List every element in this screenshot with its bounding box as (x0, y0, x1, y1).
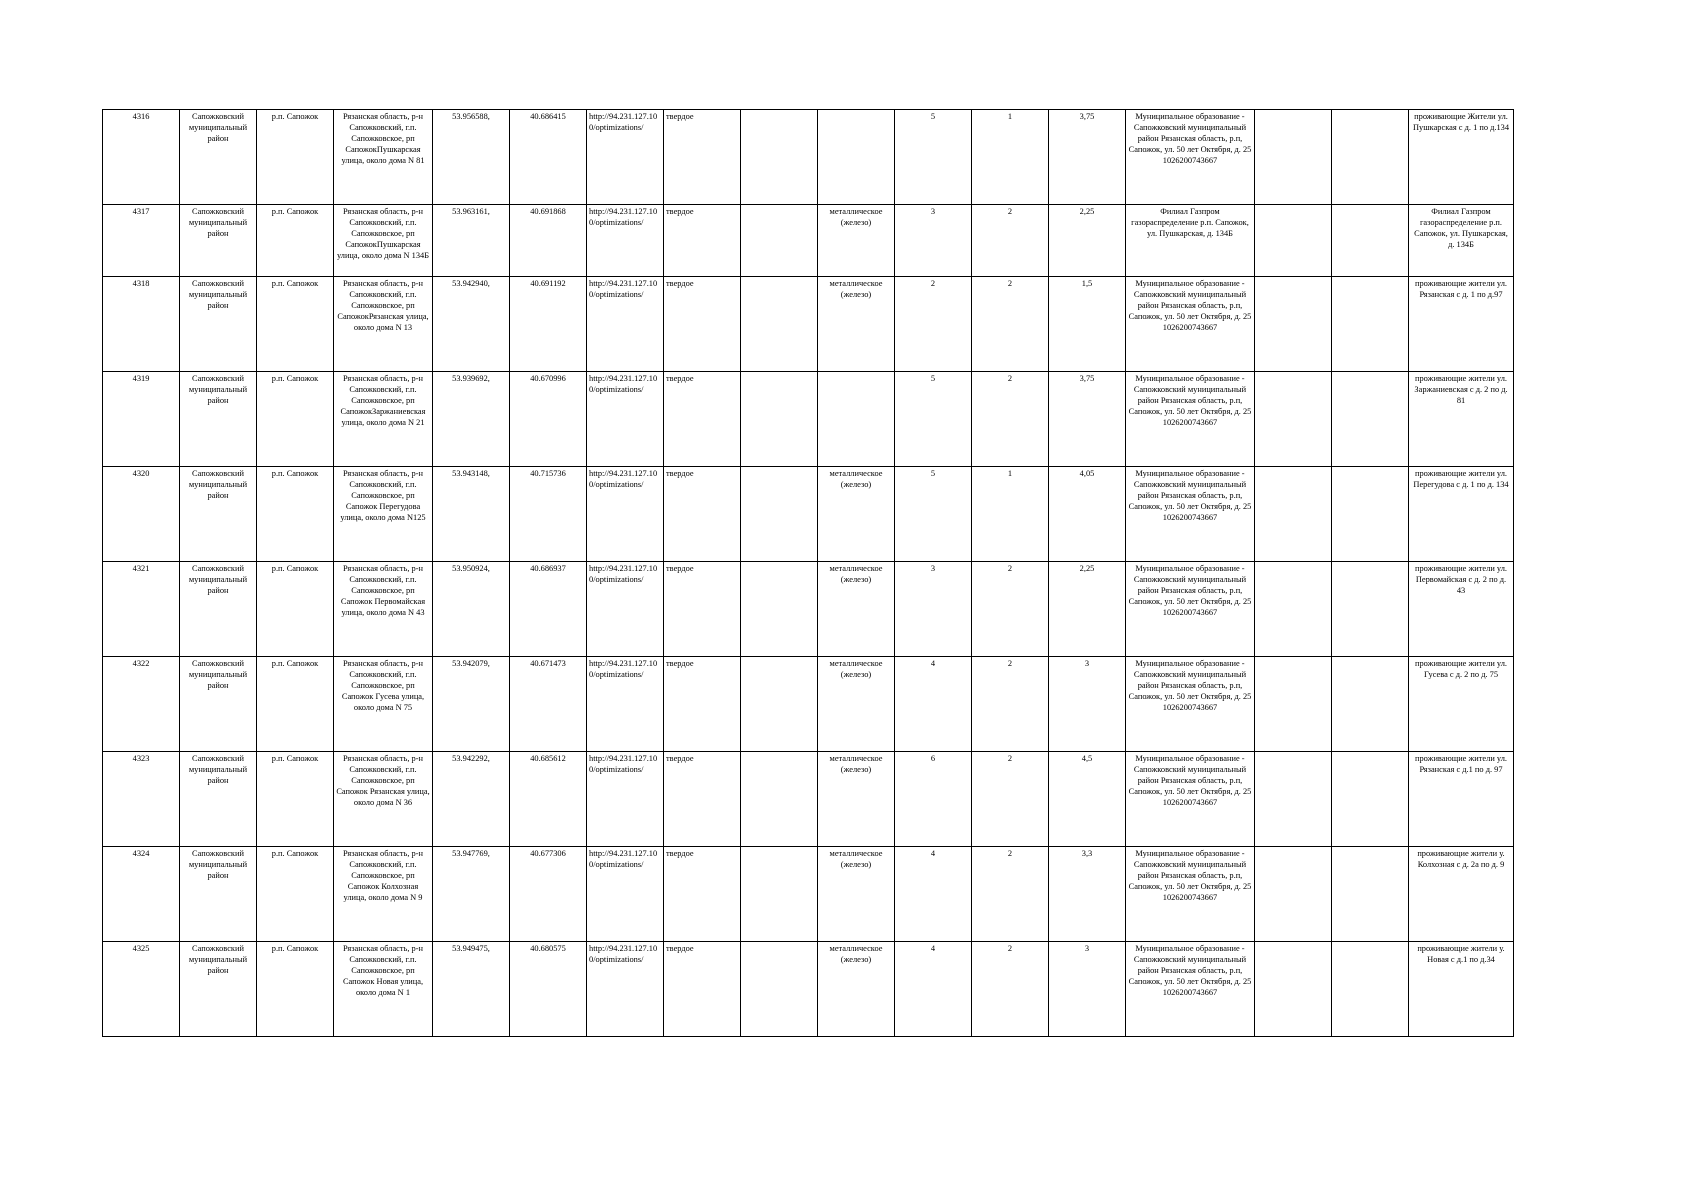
empty-cell (1332, 372, 1409, 467)
empty-cell (1255, 110, 1332, 205)
longitude-cell: 40.671473 (510, 657, 587, 752)
address-cell: Рязанская область, р-н Сапожковский, г.п. Сапожковское, рп СапожокПушкарская улица, около дома N 134Б (334, 205, 433, 277)
district-cell: Сапожковский муниципальный район (180, 847, 257, 942)
locality-cell: р.п. Сапожок (257, 467, 334, 562)
empty-cell (1255, 942, 1332, 1037)
served-residents-cell: Филиал Газпром газораспределение р.п. Сапожок, ул. Пушкарская, д. 134Б (1409, 205, 1514, 277)
table-row (103, 277, 1514, 372)
longitude-cell: 40.680575 (510, 942, 587, 1037)
surface-type-cell: твердое (664, 372, 741, 467)
empty-cell (1332, 752, 1409, 847)
empty-cell (741, 847, 818, 942)
total-volume-cell: 1,5 (1049, 277, 1126, 372)
container-volume-cell: 2 (972, 847, 1049, 942)
container-material-cell: металлическое (железо) (818, 467, 895, 562)
container-volume-cell: 2 (972, 277, 1049, 372)
container-volume-cell: 2 (972, 562, 1049, 657)
address-cell: Рязанская область, р-н Сапожковский, г.п. Сапожковское, рп Сапожок Колхозная улица, около дома N 9 (334, 847, 433, 942)
empty-cell (741, 942, 818, 1037)
container-material-cell: металлическое (железо) (818, 657, 895, 752)
record-number-cell: 4323 (103, 752, 180, 847)
address-cell: Рязанская область, р-н Сапожковский, г.п. Сапожковское, рп Сапожок Гусева улица, около дома N 75 (334, 657, 433, 752)
table-row (103, 657, 1514, 752)
longitude-cell: 40.686937 (510, 562, 587, 657)
owner-cell: Муниципальное образование - Сапожковский муниципальный район Рязанская область, р.п, Сапожок, ул. 50 лет Октября, д. 25 1026200743667 (1126, 467, 1255, 562)
served-residents-cell: проживающие Жители ул. Пушкарская с д. 1 по д.134 (1409, 110, 1514, 205)
locality-cell: р.п. Сапожок (257, 110, 334, 205)
record-number-cell: 4317 (103, 205, 180, 277)
empty-cell (1255, 467, 1332, 562)
empty-cell (1255, 657, 1332, 752)
record-number-cell: 4322 (103, 657, 180, 752)
district-cell: Сапожковский муниципальный район (180, 657, 257, 752)
container-volume-cell: 1 (972, 110, 1049, 205)
empty-cell (1255, 205, 1332, 277)
container-material-cell: металлическое (железо) (818, 277, 895, 372)
container-material-cell: металлическое (железо) (818, 752, 895, 847)
latitude-cell: 53.956588, (433, 110, 510, 205)
total-volume-cell: 3,75 (1049, 110, 1126, 205)
district-cell: Сапожковский муниципальный район (180, 110, 257, 205)
empty-cell (741, 657, 818, 752)
map-url-cell: http://94.231.127.10 0/optimizations/ (587, 657, 664, 752)
empty-cell (741, 110, 818, 205)
owner-cell: Муниципальное образование - Сапожковский муниципальный район Рязанская область, р.п, Сапожок, ул. 50 лет Октября, д. 25 1026200743667 (1126, 562, 1255, 657)
container-count-cell: 3 (895, 205, 972, 277)
owner-cell: Филиал Газпром газораспределение р.п. Сапожок, ул. Пушкарская, д. 134Б (1126, 205, 1255, 277)
table-row (103, 372, 1514, 467)
district-cell: Сапожковский муниципальный район (180, 942, 257, 1037)
total-volume-cell: 3,75 (1049, 372, 1126, 467)
map-url-cell: http://94.231.127.10 0/optimizations/ (587, 372, 664, 467)
map-url-cell: http://94.231.127.10 0/optimizations/ (587, 942, 664, 1037)
map-url-cell: http://94.231.127.10 0/optimizations/ (587, 752, 664, 847)
container-count-cell: 5 (895, 467, 972, 562)
container-material-cell: металлическое (железо) (818, 562, 895, 657)
table-row (103, 467, 1514, 562)
container-count-cell: 3 (895, 562, 972, 657)
container-count-cell: 4 (895, 847, 972, 942)
empty-cell (1255, 752, 1332, 847)
record-number-cell: 4321 (103, 562, 180, 657)
owner-cell: Муниципальное образование - Сапожковский муниципальный район Рязанская область, р.п, Сапожок, ул. 50 лет Октября, д. 25 1026200743667 (1126, 277, 1255, 372)
surface-type-cell: твердое (664, 205, 741, 277)
container-count-cell: 5 (895, 372, 972, 467)
longitude-cell: 40.670996 (510, 372, 587, 467)
owner-cell: Муниципальное образование - Сапожковский муниципальный район Рязанская область, р.п, Сапожок, ул. 50 лет Октября, д. 25 1026200743667 (1126, 657, 1255, 752)
district-cell: Сапожковский муниципальный район (180, 372, 257, 467)
longitude-cell: 40.691868 (510, 205, 587, 277)
map-url-cell: http://94.231.127.10 0/optimizations/ (587, 205, 664, 277)
container-material-cell: металлическое (железо) (818, 205, 895, 277)
container-count-cell: 6 (895, 752, 972, 847)
surface-type-cell: твердое (664, 942, 741, 1037)
table-row (103, 562, 1514, 657)
container-sites-table (102, 109, 1514, 1037)
served-residents-cell: проживающие жители ул. Рязанская с д.1 по д. 97 (1409, 752, 1514, 847)
served-residents-cell: проживающие жители у. Новая с д.1 по д.34 (1409, 942, 1514, 1037)
empty-cell (1332, 277, 1409, 372)
served-residents-cell: проживающие жители у. Колхозная с д. 2а по д. 9 (1409, 847, 1514, 942)
latitude-cell: 53.963161, (433, 205, 510, 277)
container-volume-cell: 2 (972, 205, 1049, 277)
latitude-cell: 53.949475, (433, 942, 510, 1037)
surface-type-cell: твердое (664, 562, 741, 657)
container-volume-cell: 2 (972, 752, 1049, 847)
map-url-cell: http://94.231.127.10 0/optimizations/ (587, 467, 664, 562)
served-residents-cell: проживающие жители ул. Рязанская с д. 1 по д.97 (1409, 277, 1514, 372)
address-cell: Рязанская область, р-н Сапожковский, г.п. Сапожковское, рп Сапожок Перегудова улица, около дома N125 (334, 467, 433, 562)
container-volume-cell: 2 (972, 942, 1049, 1037)
map-url-cell: http://94.231.127.10 0/optimizations/ (587, 110, 664, 205)
total-volume-cell: 4,5 (1049, 752, 1126, 847)
empty-cell (1332, 205, 1409, 277)
record-number-cell: 4324 (103, 847, 180, 942)
latitude-cell: 53.942079, (433, 657, 510, 752)
total-volume-cell: 3 (1049, 942, 1126, 1037)
locality-cell: р.п. Сапожок (257, 942, 334, 1037)
owner-cell: Муниципальное образование - Сапожковский муниципальный район Рязанская область, р.п, Сапожок, ул. 50 лет Октября, д. 25 1026200743667 (1126, 110, 1255, 205)
locality-cell: р.п. Сапожок (257, 205, 334, 277)
record-number-cell: 4320 (103, 467, 180, 562)
surface-type-cell: твердое (664, 847, 741, 942)
address-cell: Рязанская область, р-н Сапожковский, г.п. Сапожковское, рп СапожокПушкарская улица, около дома N 81 (334, 110, 433, 205)
total-volume-cell: 2,25 (1049, 205, 1126, 277)
record-number-cell: 4316 (103, 110, 180, 205)
district-cell: Сапожковский муниципальный район (180, 467, 257, 562)
longitude-cell: 40.715736 (510, 467, 587, 562)
latitude-cell: 53.950924, (433, 562, 510, 657)
address-cell: Рязанская область, р-н Сапожковский, г.п. Сапожковское, рп Сапожок Первомайская улица, около дома N 43 (334, 562, 433, 657)
table-row (103, 942, 1514, 1037)
surface-type-cell: твердое (664, 277, 741, 372)
container-count-cell: 5 (895, 110, 972, 205)
empty-cell (741, 372, 818, 467)
empty-cell (741, 277, 818, 372)
empty-cell (741, 467, 818, 562)
address-cell: Рязанская область, р-н Сапожковский, г.п. Сапожковское, рп Сапожок Рязанская улица, около дома N 36 (334, 752, 433, 847)
latitude-cell: 53.943148, (433, 467, 510, 562)
locality-cell: р.п. Сапожок (257, 752, 334, 847)
container-material-cell: металлическое (железо) (818, 847, 895, 942)
latitude-cell: 53.942292, (433, 752, 510, 847)
owner-cell: Муниципальное образование - Сапожковский муниципальный район Рязанская область, р.п, Сапожок, ул. 50 лет Октября, д. 25 1026200743667 (1126, 752, 1255, 847)
table-body (103, 110, 1514, 1037)
locality-cell: р.п. Сапожок (257, 277, 334, 372)
longitude-cell: 40.691192 (510, 277, 587, 372)
total-volume-cell: 3,3 (1049, 847, 1126, 942)
owner-cell: Муниципальное образование - Сапожковский муниципальный район Рязанская область, р.п, Сапожок, ул. 50 лет Октября, д. 25 1026200743667 (1126, 372, 1255, 467)
container-count-cell: 4 (895, 942, 972, 1037)
longitude-cell: 40.677306 (510, 847, 587, 942)
surface-type-cell: твердое (664, 110, 741, 205)
longitude-cell: 40.686415 (510, 110, 587, 205)
owner-cell: Муниципальное образование - Сапожковский муниципальный район Рязанская область, р.п, Сапожок, ул. 50 лет Октября, д. 25 1026200743667 (1126, 847, 1255, 942)
container-count-cell: 2 (895, 277, 972, 372)
locality-cell: р.п. Сапожок (257, 847, 334, 942)
served-residents-cell: проживающие жители ул. Гусева с д. 2 по д. 75 (1409, 657, 1514, 752)
latitude-cell: 53.942940, (433, 277, 510, 372)
served-residents-cell: проживающие жители ул. Первомайская с д. 2 по д. 43 (1409, 562, 1514, 657)
latitude-cell: 53.939692, (433, 372, 510, 467)
surface-type-cell: твердое (664, 467, 741, 562)
district-cell: Сапожковский муниципальный район (180, 562, 257, 657)
record-number-cell: 4325 (103, 942, 180, 1037)
latitude-cell: 53.947769, (433, 847, 510, 942)
empty-cell (1255, 277, 1332, 372)
map-url-cell: http://94.231.127.10 0/optimizations/ (587, 562, 664, 657)
empty-cell (741, 205, 818, 277)
container-material-cell (818, 372, 895, 467)
served-residents-cell: проживающие жители ул. Заржаниевская с д. 2 по д. 81 (1409, 372, 1514, 467)
district-cell: Сапожковский муниципальный район (180, 205, 257, 277)
container-material-cell: металлическое (железо) (818, 942, 895, 1037)
locality-cell: р.п. Сапожок (257, 372, 334, 467)
container-count-cell: 4 (895, 657, 972, 752)
empty-cell (1255, 562, 1332, 657)
empty-cell (741, 752, 818, 847)
surface-type-cell: твердое (664, 752, 741, 847)
record-number-cell: 4319 (103, 372, 180, 467)
record-number-cell: 4318 (103, 277, 180, 372)
address-cell: Рязанская область, р-н Сапожковский, г.п. Сапожковское, рп СапожокЗаржаниевская улица, около дома N 21 (334, 372, 433, 467)
empty-cell (1332, 657, 1409, 752)
locality-cell: р.п. Сапожок (257, 657, 334, 752)
total-volume-cell: 2,25 (1049, 562, 1126, 657)
table-row (103, 752, 1514, 847)
table-row (103, 847, 1514, 942)
district-cell: Сапожковский муниципальный район (180, 277, 257, 372)
empty-cell (1332, 942, 1409, 1037)
longitude-cell: 40.685612 (510, 752, 587, 847)
map-url-cell: http://94.231.127.10 0/optimizations/ (587, 277, 664, 372)
table-row (103, 110, 1514, 205)
container-material-cell (818, 110, 895, 205)
container-volume-cell: 2 (972, 372, 1049, 467)
empty-cell (1255, 372, 1332, 467)
surface-type-cell: твердое (664, 657, 741, 752)
map-url-cell: http://94.231.127.10 0/optimizations/ (587, 847, 664, 942)
address-cell: Рязанская область, р-н Сапожковский, г.п. Сапожковское, рп Сапожок Новая улица, около дома N 1 (334, 942, 433, 1037)
total-volume-cell: 3 (1049, 657, 1126, 752)
locality-cell: р.п. Сапожок (257, 562, 334, 657)
empty-cell (1332, 110, 1409, 205)
container-volume-cell: 1 (972, 467, 1049, 562)
empty-cell (741, 562, 818, 657)
district-cell: Сапожковский муниципальный район (180, 752, 257, 847)
address-cell: Рязанская область, р-н Сапожковский, г.п. Сапожковское, рп СапожокРязанская улица, около дома N 13 (334, 277, 433, 372)
empty-cell (1332, 562, 1409, 657)
empty-cell (1255, 847, 1332, 942)
empty-cell (1332, 847, 1409, 942)
served-residents-cell: проживающие жители ул. Перегудова с д. 1 по д. 134 (1409, 467, 1514, 562)
container-volume-cell: 2 (972, 657, 1049, 752)
empty-cell (1332, 467, 1409, 562)
table-row (103, 205, 1514, 277)
total-volume-cell: 4,05 (1049, 467, 1126, 562)
owner-cell: Муниципальное образование - Сапожковский муниципальный район Рязанская область, р.п, Сапожок, ул. 50 лет Октября, д. 25 1026200743667 (1126, 942, 1255, 1037)
